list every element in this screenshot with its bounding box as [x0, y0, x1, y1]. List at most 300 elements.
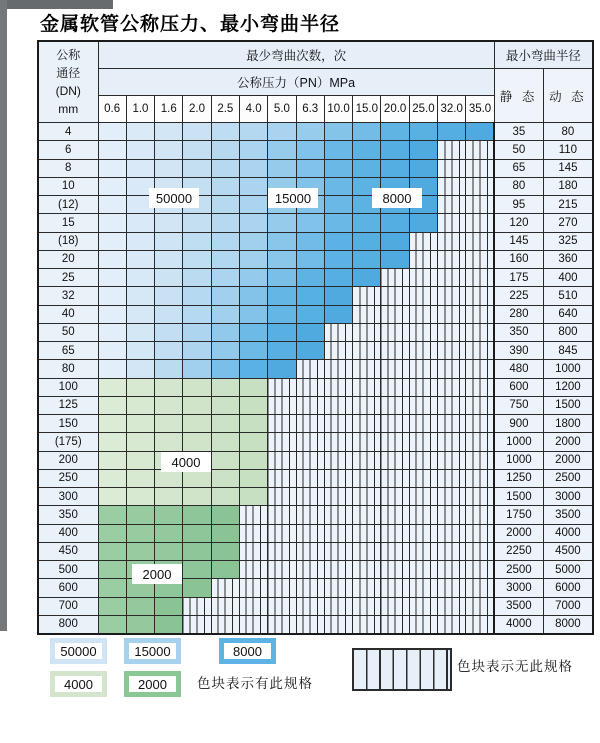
- legend-has-spec-text: 色块表示有此规格: [197, 676, 313, 691]
- dn-cell: 6: [38, 141, 98, 159]
- spec-cell: [409, 123, 437, 141]
- spec-cell: [268, 360, 296, 378]
- no-spec-cell: [353, 597, 381, 615]
- dynamic-radius-cell: 1200: [543, 378, 593, 396]
- no-spec-cell: [409, 287, 437, 305]
- no-spec-cell: [466, 451, 494, 469]
- no-spec-cell: [409, 506, 437, 524]
- no-spec-cell: [381, 615, 409, 633]
- static-radius-cell: 600: [494, 378, 543, 396]
- dn-cell: 40: [38, 305, 98, 323]
- no-spec-cell: [324, 451, 352, 469]
- spec-cell: [268, 141, 296, 159]
- pressure-col-header: 20.0: [381, 96, 409, 123]
- spec-cell: [183, 305, 211, 323]
- spec-cell: [98, 177, 126, 195]
- spec-cell: [155, 396, 183, 414]
- spec-cell: [296, 141, 324, 159]
- no-spec-cell: [324, 488, 352, 506]
- spec-cell: [239, 433, 267, 451]
- spec-cell: [211, 561, 239, 579]
- spec-cell: [211, 342, 239, 360]
- no-spec-cell: [324, 506, 352, 524]
- spec-cell: [98, 360, 126, 378]
- no-spec-cell: [438, 360, 466, 378]
- col-header-min-radius: 最小弯曲半径: [494, 41, 593, 69]
- spec-cell: [126, 342, 154, 360]
- no-spec-cell: [296, 561, 324, 579]
- no-spec-cell: [381, 488, 409, 506]
- spec-cell: [98, 451, 126, 469]
- spec-cell: [296, 287, 324, 305]
- page-title: 金属软管公称压力、最小弯曲半径: [40, 14, 341, 35]
- no-spec-cell: [466, 323, 494, 341]
- spec-cell: [324, 196, 352, 214]
- pressure-col-header: 1.6: [155, 96, 183, 123]
- no-spec-cell: [268, 488, 296, 506]
- table-row: [38, 123, 593, 141]
- cycles-label-overlay: 8000: [372, 188, 422, 208]
- no-spec-cell: [353, 342, 381, 360]
- no-spec-cell: [409, 579, 437, 597]
- no-spec-cell: [438, 488, 466, 506]
- table-row: [38, 232, 593, 250]
- static-radius-cell: 95: [494, 196, 543, 214]
- no-spec-cell: [353, 396, 381, 414]
- no-spec-cell: [239, 542, 267, 560]
- dynamic-radius-cell: 1800: [543, 415, 593, 433]
- no-spec-cell: [381, 305, 409, 323]
- no-spec-cell: [296, 469, 324, 487]
- no-spec-cell: [268, 615, 296, 633]
- dynamic-radius-cell: 1500: [543, 396, 593, 414]
- no-spec-cell: [466, 159, 494, 177]
- spec-cell: [98, 615, 126, 633]
- spec-cell: [239, 177, 267, 195]
- no-spec-cell: [268, 542, 296, 560]
- spec-cell: [239, 488, 267, 506]
- no-spec-cell: [324, 433, 352, 451]
- no-spec-cell: [438, 451, 466, 469]
- dynamic-radius-cell: 3000: [543, 488, 593, 506]
- no-spec-cell: [466, 305, 494, 323]
- no-spec-cell: [353, 451, 381, 469]
- no-spec-cell: [381, 415, 409, 433]
- spec-cell: [211, 542, 239, 560]
- no-spec-cell: [296, 615, 324, 633]
- spec-cell: [126, 232, 154, 250]
- legend-swatch-label: 50000: [55, 643, 102, 659]
- spec-cell: [126, 360, 154, 378]
- col-header-dn: [38, 41, 98, 123]
- spec-cell: [211, 269, 239, 287]
- spec-cell: [239, 232, 267, 250]
- no-spec-cell: [296, 378, 324, 396]
- no-spec-cell: [438, 597, 466, 615]
- table-row: [38, 250, 593, 268]
- dynamic-radius-cell: 360: [543, 250, 593, 268]
- spec-cell: [211, 488, 239, 506]
- legend-swatch-label: 15000: [129, 643, 176, 659]
- pressure-col-header: 6.3: [296, 96, 324, 123]
- spec-cell: [98, 488, 126, 506]
- table-row: [38, 415, 593, 433]
- spec-cell: [324, 232, 352, 250]
- dn-header-line: 通径: [56, 66, 81, 80]
- no-spec-cell: [409, 488, 437, 506]
- spec-cell: [183, 561, 211, 579]
- legend-swatch: [50, 638, 107, 664]
- spec-cell: [98, 378, 126, 396]
- dn-cell: 150: [38, 415, 98, 433]
- static-radius-cell: 50: [494, 141, 543, 159]
- dynamic-radius-cell: 270: [543, 214, 593, 232]
- spec-cell: [155, 269, 183, 287]
- static-radius-cell: 35: [494, 123, 543, 141]
- spec-cell: [353, 250, 381, 268]
- spec-cell: [211, 250, 239, 268]
- spec-cell: [183, 433, 211, 451]
- no-spec-cell: [296, 542, 324, 560]
- spec-table: [37, 40, 594, 635]
- spec-cell: [126, 141, 154, 159]
- no-spec-cell: [381, 323, 409, 341]
- spec-cell: [268, 287, 296, 305]
- spec-cell: [353, 159, 381, 177]
- spec-cell: [324, 123, 352, 141]
- spec-cell: [211, 415, 239, 433]
- spec-cell: [211, 123, 239, 141]
- spec-cell: [155, 323, 183, 341]
- no-spec-cell: [324, 360, 352, 378]
- col-header-static: 静 态: [494, 69, 543, 123]
- no-spec-cell: [353, 360, 381, 378]
- no-spec-cell: [296, 360, 324, 378]
- dn-cell: 15: [38, 214, 98, 232]
- static-radius-cell: 750: [494, 396, 543, 414]
- spec-cell: [183, 250, 211, 268]
- no-spec-cell: [381, 469, 409, 487]
- spec-cell: [211, 287, 239, 305]
- dn-cell: 8: [38, 159, 98, 177]
- spec-cell: [239, 415, 267, 433]
- no-spec-cell: [438, 396, 466, 414]
- no-spec-cell: [353, 433, 381, 451]
- pressure-col-header: 35.0: [466, 96, 494, 123]
- no-spec-cell: [438, 232, 466, 250]
- no-spec-cell: [268, 597, 296, 615]
- no-spec-cell: [466, 415, 494, 433]
- spec-cell: [98, 323, 126, 341]
- static-radius-cell: 80: [494, 177, 543, 195]
- no-spec-cell: [353, 323, 381, 341]
- no-spec-cell: [324, 579, 352, 597]
- spec-cell: [183, 232, 211, 250]
- spec-cell: [98, 542, 126, 560]
- pressure-col-header: 25.0: [409, 96, 437, 123]
- static-radius-cell: 390: [494, 342, 543, 360]
- no-spec-cell: [296, 579, 324, 597]
- spec-cell: [126, 433, 154, 451]
- dynamic-radius-cell: 110: [543, 141, 593, 159]
- no-spec-cell: [466, 488, 494, 506]
- static-radius-cell: 145: [494, 232, 543, 250]
- no-spec-cell: [409, 396, 437, 414]
- no-spec-cell: [324, 323, 352, 341]
- spec-cell: [98, 597, 126, 615]
- no-spec-cell: [239, 506, 267, 524]
- spec-cell: [239, 141, 267, 159]
- no-spec-cell: [296, 488, 324, 506]
- spec-cell: [211, 469, 239, 487]
- no-spec-cell: [438, 250, 466, 268]
- no-spec-cell: [438, 524, 466, 542]
- dn-cell: 50: [38, 323, 98, 341]
- no-spec-cell: [409, 433, 437, 451]
- spec-cell: [239, 269, 267, 287]
- no-spec-cell: [438, 305, 466, 323]
- spec-cell: [126, 524, 154, 542]
- dn-cell: 800: [38, 615, 98, 633]
- table-row: [38, 360, 593, 378]
- pressure-col-header: 32.0: [438, 96, 466, 123]
- no-spec-cell: [466, 524, 494, 542]
- spec-cell: [155, 342, 183, 360]
- table-row: [38, 469, 593, 487]
- table-row: [38, 488, 593, 506]
- spec-cell: [126, 305, 154, 323]
- dn-header-line: 公称: [56, 48, 81, 62]
- spec-cell: [239, 396, 267, 414]
- spec-cell: [353, 214, 381, 232]
- spec-cell: [155, 214, 183, 232]
- spec-cell: [98, 524, 126, 542]
- table-row: [38, 615, 593, 633]
- spec-cell: [126, 287, 154, 305]
- spec-cell: [155, 123, 183, 141]
- no-spec-cell: [438, 342, 466, 360]
- pressure-col-header: 1.0: [126, 96, 154, 123]
- spec-cell: [409, 159, 437, 177]
- spec-cell: [296, 305, 324, 323]
- static-radius-cell: 65: [494, 159, 543, 177]
- spec-cell: [98, 342, 126, 360]
- no-spec-cell: [409, 415, 437, 433]
- dn-cell: 80: [38, 360, 98, 378]
- no-spec-cell: [268, 524, 296, 542]
- spec-cell: [324, 141, 352, 159]
- cycles-label-overlay: 4000: [161, 452, 211, 472]
- dynamic-radius-cell: 510: [543, 287, 593, 305]
- spec-cell: [324, 269, 352, 287]
- static-radius-cell: 480: [494, 360, 543, 378]
- legend-no-spec-box: [352, 648, 452, 691]
- spec-cell: [296, 123, 324, 141]
- no-spec-cell: [466, 469, 494, 487]
- dn-cell: 32: [38, 287, 98, 305]
- spec-cell: [98, 141, 126, 159]
- col-header-bend-cycles: 最少弯曲次数，次: [98, 41, 494, 69]
- spec-cell: [98, 415, 126, 433]
- dn-cell: 400: [38, 524, 98, 542]
- static-radius-cell: 2000: [494, 524, 543, 542]
- spec-cell: [155, 305, 183, 323]
- static-radius-cell: 900: [494, 415, 543, 433]
- spec-cell: [98, 287, 126, 305]
- no-spec-cell: [239, 579, 267, 597]
- spec-cell: [155, 524, 183, 542]
- spec-cell: [381, 250, 409, 268]
- spec-cell: [296, 250, 324, 268]
- no-spec-cell: [381, 287, 409, 305]
- table-row: [38, 524, 593, 542]
- spec-cell: [211, 232, 239, 250]
- spec-cell: [438, 123, 466, 141]
- spec-cell: [98, 305, 126, 323]
- table-row: [38, 269, 593, 287]
- no-spec-cell: [324, 615, 352, 633]
- no-spec-cell: [438, 506, 466, 524]
- spec-cell: [183, 524, 211, 542]
- scan-artifact-left: [0, 0, 7, 631]
- spec-cell: [268, 159, 296, 177]
- no-spec-cell: [381, 524, 409, 542]
- no-spec-cell: [324, 342, 352, 360]
- spec-cell: [183, 159, 211, 177]
- table-row: [38, 506, 593, 524]
- col-header-pressure: 公称压力（PN）MPa: [98, 69, 494, 96]
- spec-cell: [239, 378, 267, 396]
- spec-cell: [183, 488, 211, 506]
- dynamic-radius-cell: 400: [543, 269, 593, 287]
- legend-swatch: [124, 671, 181, 697]
- no-spec-cell: [268, 506, 296, 524]
- spec-cell: [126, 542, 154, 560]
- no-spec-cell: [324, 378, 352, 396]
- spec-cell: [126, 269, 154, 287]
- dn-cell: 25: [38, 269, 98, 287]
- no-spec-cell: [296, 396, 324, 414]
- spec-cell: [98, 123, 126, 141]
- no-spec-cell: [296, 433, 324, 451]
- dynamic-radius-cell: 4000: [543, 524, 593, 542]
- dynamic-radius-cell: 2000: [543, 451, 593, 469]
- no-spec-cell: [409, 378, 437, 396]
- spec-cell: [211, 506, 239, 524]
- scan-artifact-top: [0, 0, 113, 9]
- spec-cell: [183, 269, 211, 287]
- pressure-col-header: 0.6: [98, 96, 126, 123]
- no-spec-cell: [296, 506, 324, 524]
- pressure-col-header: 15.0: [353, 96, 381, 123]
- spec-cell: [98, 159, 126, 177]
- no-spec-cell: [438, 287, 466, 305]
- dynamic-radius-cell: 4500: [543, 542, 593, 560]
- no-spec-cell: [353, 506, 381, 524]
- no-spec-cell: [438, 378, 466, 396]
- static-radius-cell: 1500: [494, 488, 543, 506]
- spec-cell: [353, 269, 381, 287]
- spec-cell: [296, 214, 324, 232]
- static-radius-cell: 280: [494, 305, 543, 323]
- pressure-col-header: 2.0: [183, 96, 211, 123]
- dynamic-radius-cell: 640: [543, 305, 593, 323]
- dynamic-radius-cell: 3500: [543, 506, 593, 524]
- static-radius-cell: 1750: [494, 506, 543, 524]
- no-spec-cell: [381, 451, 409, 469]
- no-spec-cell: [438, 561, 466, 579]
- no-spec-cell: [324, 415, 352, 433]
- spec-cell: [183, 287, 211, 305]
- no-spec-cell: [296, 524, 324, 542]
- spec-cell: [126, 597, 154, 615]
- no-spec-cell: [438, 177, 466, 195]
- no-spec-cell: [353, 287, 381, 305]
- spec-cell: [98, 396, 126, 414]
- legend-swatch: [50, 671, 107, 697]
- spec-cell: [239, 305, 267, 323]
- spec-cell: [126, 451, 154, 469]
- no-spec-cell: [381, 597, 409, 615]
- no-spec-cell: [409, 305, 437, 323]
- no-spec-cell: [268, 579, 296, 597]
- static-radius-cell: 2250: [494, 542, 543, 560]
- pressure-col-header: 5.0: [268, 96, 296, 123]
- dn-cell: 700: [38, 597, 98, 615]
- dn-cell: 100: [38, 378, 98, 396]
- no-spec-cell: [268, 378, 296, 396]
- spec-cell: [98, 469, 126, 487]
- dn-cell: (18): [38, 232, 98, 250]
- spec-cell: [211, 378, 239, 396]
- spec-cell: [126, 506, 154, 524]
- spec-cell: [98, 579, 126, 597]
- spec-cell: [183, 123, 211, 141]
- no-spec-cell: [409, 342, 437, 360]
- spec-cell: [239, 469, 267, 487]
- dn-header-line: (DN): [55, 84, 81, 98]
- no-spec-cell: [438, 214, 466, 232]
- spec-cell: [239, 451, 267, 469]
- no-spec-cell: [381, 433, 409, 451]
- dynamic-radius-cell: 180: [543, 177, 593, 195]
- no-spec-cell: [268, 469, 296, 487]
- no-spec-cell: [324, 524, 352, 542]
- dn-cell: 250: [38, 469, 98, 487]
- spec-cell: [239, 214, 267, 232]
- static-radius-cell: 225: [494, 287, 543, 305]
- no-spec-cell: [438, 323, 466, 341]
- spec-cell: [183, 506, 211, 524]
- no-spec-cell: [466, 141, 494, 159]
- spec-cell: [126, 323, 154, 341]
- cycles-label-overlay: 15000: [268, 188, 318, 208]
- table-row: [38, 561, 593, 579]
- pressure-col-header: 10.0: [324, 96, 352, 123]
- spec-cell: [324, 250, 352, 268]
- cycles-label-overlay: 50000: [149, 188, 199, 208]
- no-spec-cell: [466, 287, 494, 305]
- spec-cell: [126, 615, 154, 633]
- no-spec-cell: [409, 597, 437, 615]
- spec-cell: [126, 159, 154, 177]
- table-row: [38, 342, 593, 360]
- spec-cell: [239, 250, 267, 268]
- table-row: [38, 378, 593, 396]
- no-spec-cell: [466, 542, 494, 560]
- no-spec-cell: [409, 250, 437, 268]
- spec-cell: [183, 542, 211, 560]
